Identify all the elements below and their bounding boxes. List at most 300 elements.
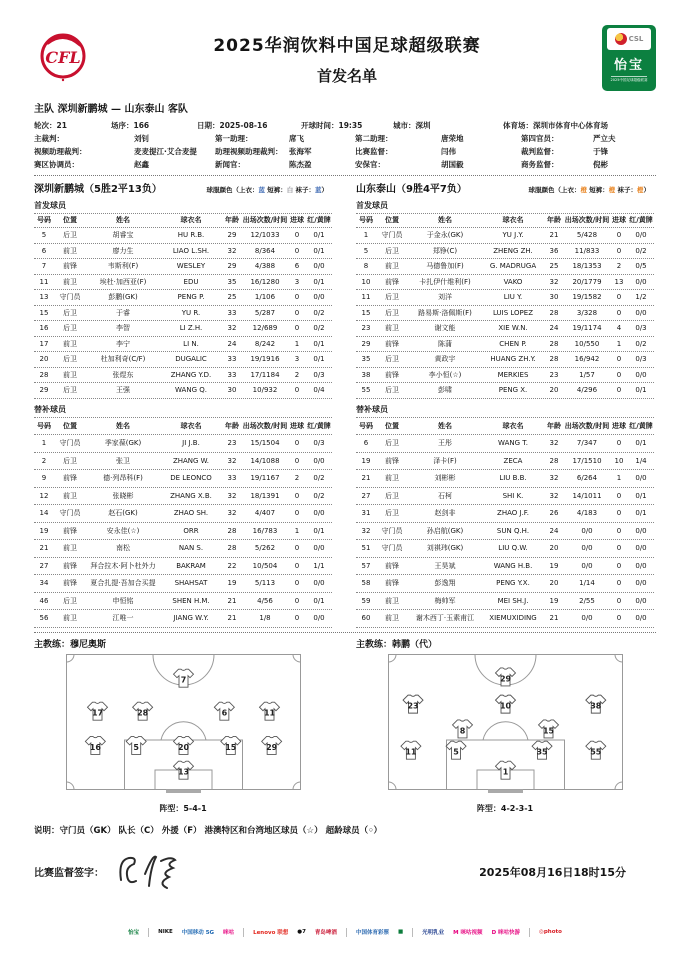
player-cell: 32 <box>549 474 559 483</box>
player-cell: 前锋 <box>63 579 77 588</box>
player-cell: 3 <box>294 355 300 364</box>
player-cell: 0 <box>616 509 622 518</box>
player-name: 李智 <box>116 324 130 333</box>
player-cell: 24 <box>549 324 559 333</box>
player-cell: 7/347 <box>576 439 598 448</box>
player-name: 于睿 <box>116 308 130 317</box>
player-cell: 前卫 <box>385 614 399 623</box>
player-cell: 20 <box>39 355 49 364</box>
player-row <box>34 558 332 576</box>
col-header: 进球 <box>290 421 304 430</box>
player-cell: 19 <box>361 456 371 465</box>
player-cell: 0/0 <box>635 474 647 483</box>
player-cell: 后卫 <box>385 246 399 255</box>
player-cell: 55 <box>361 386 371 395</box>
player-cell: 后卫 <box>63 596 77 605</box>
player-cell: 28 <box>549 355 559 364</box>
player-cell: 前卫 <box>63 339 77 348</box>
player-cell: HUANG ZH.Y. <box>490 355 536 364</box>
cfl-league-logo-icon <box>34 29 92 87</box>
player-cell: WANG Q. <box>175 386 207 395</box>
player-cell: 0/1 <box>313 246 325 255</box>
svg-text:6: 6 <box>221 708 227 718</box>
svg-text:20: 20 <box>177 742 189 752</box>
player-cell: 前卫 <box>63 277 77 286</box>
kit-color-word: 蓝 <box>258 186 265 194</box>
col-header: 出场次数/时间 <box>242 421 288 430</box>
player-cell: 32 <box>549 277 559 286</box>
player-cell: MERKIES <box>497 370 529 379</box>
col-header: 出场次数/时间 <box>242 216 288 225</box>
player-cell: 6 <box>294 262 300 271</box>
player-row <box>356 244 654 260</box>
player-cell: 32 <box>227 324 237 333</box>
info-value: 深圳 <box>415 121 431 130</box>
player-name: 彭逸翔 <box>434 579 456 588</box>
player-name: 于金永(GK) <box>426 231 464 240</box>
player-shirt <box>87 702 107 720</box>
player-cell: 前锋 <box>385 561 399 570</box>
info-pair <box>111 119 197 132</box>
player-row <box>356 488 654 506</box>
svg-text:23: 23 <box>406 701 419 711</box>
sponsor-logo: 咪咕 <box>223 930 235 936</box>
col-header: 进球 <box>612 216 626 225</box>
player-cell: 0 <box>616 596 622 605</box>
player-cell: 守门员 <box>59 293 81 302</box>
player-cell: 0/4 <box>313 386 325 395</box>
player-cell: 6 <box>363 439 369 448</box>
sponsor-logo: 青岛啤酒 <box>314 930 337 936</box>
player-row <box>356 610 654 628</box>
player-cell: 27 <box>39 561 49 570</box>
team-name: 山东泰山（9胜4平7负） <box>356 184 467 195</box>
player-cell: 5 <box>363 246 369 255</box>
kit-color-word: 白 <box>286 186 294 194</box>
info-value: 严立夫 <box>593 134 616 143</box>
player-cell: 8/242 <box>254 339 276 348</box>
player-cell: 0/2 <box>313 308 325 317</box>
starters-label: 首发球员 <box>356 201 388 210</box>
player-name: 刘洋 <box>438 293 452 302</box>
player-cell: 33 <box>227 308 237 317</box>
player-cell: 4/407 <box>254 509 276 518</box>
kit-color-word: 橙 <box>608 186 616 194</box>
col-header: 位置 <box>385 216 399 225</box>
player-name: 赵石(GK) <box>108 509 138 518</box>
player-cell: 0/3 <box>635 355 647 364</box>
player-cell: 0/0 <box>581 544 593 553</box>
player-cell: 0/0 <box>313 544 325 553</box>
player-cell: 20 <box>549 386 559 395</box>
player-cell: LI N. <box>183 339 199 348</box>
player-cell: 后卫 <box>63 386 77 395</box>
player-cell: 前卫 <box>63 614 77 623</box>
table-header-row <box>34 417 332 436</box>
sponsor-logo: 中国移动 5G <box>181 930 215 936</box>
player-shirt <box>400 741 420 759</box>
player-row <box>356 228 654 244</box>
info-pair <box>197 119 301 132</box>
svg-text:11: 11 <box>263 708 275 718</box>
player-cell: XIEMUXIDING <box>489 614 537 623</box>
player-cell: 28 <box>227 526 237 535</box>
svg-text:29: 29 <box>265 742 277 752</box>
player-name: 张卫 <box>116 456 130 465</box>
player-cell: 0 <box>294 231 300 240</box>
player-cell: 5 <box>41 231 47 240</box>
info-pair <box>393 119 503 132</box>
player-cell: 0 <box>616 544 622 553</box>
player-name: 谢木西丁·玉素甫江 <box>415 614 475 623</box>
player-cell: 28 <box>39 370 49 379</box>
player-cell: 0 <box>616 491 622 500</box>
player-row <box>356 368 654 384</box>
player-row <box>34 488 332 506</box>
player-cell: 12/689 <box>252 324 278 333</box>
info-label: 视频助理裁判： <box>34 147 87 156</box>
player-row <box>34 610 332 628</box>
svg-text:28: 28 <box>136 708 148 718</box>
player-row <box>356 470 654 488</box>
player-cell: ZHENG ZH. <box>493 246 533 255</box>
kit-colors: 球服颜色（上衣：蓝 短裤：白 袜子：蓝） <box>206 186 328 194</box>
player-cell: 29 <box>361 339 371 348</box>
player-cell: 58 <box>361 579 371 588</box>
info-label: 体育场： <box>503 121 533 130</box>
player-cell: 2 <box>294 370 300 379</box>
player-cell: 守门员 <box>59 509 81 518</box>
kit-color-word: 橙 <box>637 186 644 194</box>
player-cell: ZHANG W. <box>172 456 210 465</box>
player-cell: 前锋 <box>385 579 399 588</box>
info-value: 张海军 <box>289 147 312 156</box>
sheet-header <box>34 22 656 94</box>
player-cell: DE LEONCO <box>170 474 212 483</box>
divider <box>34 175 656 176</box>
signature-label: 比赛监督签字： <box>34 868 104 879</box>
player-cell: 0/0 <box>313 509 325 518</box>
svg-text:8: 8 <box>459 725 465 735</box>
info-pair <box>503 119 608 132</box>
player-cell: 32 <box>227 456 237 465</box>
player-cell: 0/3 <box>313 439 325 448</box>
kit-colors: 球服颜色（上衣：橙 短裤：橙 袜子：橙） <box>528 186 650 194</box>
player-cell: 1 <box>363 231 369 240</box>
svg-text:15: 15 <box>224 742 236 752</box>
player-name: 胡睿宝 <box>112 231 134 240</box>
player-cell: 13 <box>614 277 624 286</box>
player-cell: 24 <box>227 339 237 348</box>
col-header: 位置 <box>63 216 77 225</box>
player-cell: 0/0 <box>635 526 647 535</box>
info-pair <box>34 158 215 171</box>
svg-text:29: 29 <box>499 673 511 683</box>
player-cell: 14/1011 <box>572 491 602 500</box>
player-cell: 2 <box>294 474 300 483</box>
csl-swirl-icon <box>615 33 627 45</box>
player-cell: 0/2 <box>313 324 325 333</box>
player-cell: 34 <box>39 579 49 588</box>
player-cell: LIU Y. <box>503 293 523 302</box>
player-cell: 19/1174 <box>572 324 602 333</box>
player-cell: WANG T. <box>498 439 528 448</box>
player-name: 刘祺玮(GK) <box>426 544 464 553</box>
sponsor-logo: ●7 <box>297 929 306 935</box>
player-name: 王昊斌 <box>434 561 456 570</box>
svg-text:5: 5 <box>132 742 139 752</box>
player-cell: 15 <box>361 308 371 317</box>
col-header: 球衣名 <box>502 421 524 430</box>
player-cell: 0 <box>616 355 622 364</box>
player-cell: 23 <box>227 439 237 448</box>
info-label: 城市： <box>393 121 416 130</box>
yibao-wordmark: 怡宝 <box>613 58 644 73</box>
svg-text:13: 13 <box>177 767 189 777</box>
player-cell: 0 <box>616 439 622 448</box>
player-cell: 0/0 <box>313 614 325 623</box>
player-cell: 后卫 <box>385 439 399 448</box>
col-header: 球衣名 <box>180 216 202 225</box>
player-cell: 38 <box>361 370 371 379</box>
player-cell: 15/1504 <box>250 439 280 448</box>
player-cell: HU R.B. <box>177 231 205 240</box>
player-cell: ZHANG Y.D. <box>170 370 212 379</box>
info-label: 轮次： <box>34 121 57 130</box>
formation-pitch <box>388 654 623 795</box>
info-label: 赛区协调员： <box>34 160 79 169</box>
player-cell: 21 <box>361 474 371 483</box>
sponsor-divider <box>243 928 244 937</box>
col-header: 号码 <box>37 421 51 430</box>
sign-datetime: 2025年08月16日18时15分 <box>479 865 626 879</box>
player-cell: 1 <box>616 474 622 483</box>
player-cell: 0/0 <box>635 231 647 240</box>
svg-text:5: 5 <box>452 747 459 757</box>
info-pair <box>34 132 215 145</box>
player-cell: 0/1 <box>313 277 325 286</box>
player-name: 梅帅军 <box>434 596 456 605</box>
player-shirt <box>585 695 605 713</box>
player-cell: 46 <box>39 596 49 605</box>
info-value: 赵鑫 <box>134 160 149 169</box>
kit-color-word: 橙 <box>580 186 587 194</box>
player-cell: 0 <box>616 386 622 395</box>
csl-yibao-logo-icon: CSL 怡宝 2025中国足球超级联赛 <box>602 25 656 91</box>
player-cell: 前卫 <box>63 246 77 255</box>
match-info-row <box>34 119 656 132</box>
sponsor-logos-row <box>34 928 656 937</box>
info-label: 日期： <box>197 121 220 130</box>
player-name: 彭啸 <box>438 386 452 395</box>
player-row <box>356 290 654 306</box>
player-cell: 0/1 <box>635 509 647 518</box>
player-cell: BAKRAM <box>176 561 206 570</box>
player-cell: 28 <box>549 456 559 465</box>
player-row <box>34 453 332 471</box>
info-label: 新闻官： <box>215 160 245 169</box>
sponsor-logo: 光明乳业 <box>422 930 445 936</box>
player-shirt <box>220 736 240 754</box>
player-row <box>34 321 332 337</box>
team-column-away <box>356 180 654 628</box>
col-header: 位置 <box>63 421 77 430</box>
player-cell: 25 <box>549 262 559 271</box>
player-cell: 18/1391 <box>250 491 280 500</box>
player-cell: 0/0 <box>635 370 647 379</box>
player-cell: 19/1582 <box>572 293 602 302</box>
info-pair <box>215 132 355 145</box>
info-pair <box>521 158 608 171</box>
player-shirt <box>452 719 472 737</box>
player-cell: 10/932 <box>252 386 278 395</box>
player-cell: 0 <box>294 308 300 317</box>
player-cell: 1/1 <box>313 561 325 570</box>
player-cell: 30 <box>549 293 559 302</box>
player-cell: CHEN P. <box>499 339 527 348</box>
player-cell: 0/0 <box>581 614 593 623</box>
player-cell: 0 <box>616 526 622 535</box>
player-cell: 后卫 <box>385 386 399 395</box>
info-label: 场序： <box>111 121 134 130</box>
player-cell: 前锋 <box>63 474 77 483</box>
player-cell: 19 <box>549 561 559 570</box>
player-cell: 56 <box>39 614 49 623</box>
coach-name: 主教练：韩鹏（代） <box>356 639 438 650</box>
player-cell: 前卫 <box>385 596 399 605</box>
player-cell: 0/0 <box>313 579 325 588</box>
team-header <box>356 180 654 195</box>
team-column-home <box>34 180 332 628</box>
player-cell: 13 <box>39 293 49 302</box>
player-cell: 1 <box>41 439 47 448</box>
player-row <box>34 290 332 306</box>
info-pair <box>355 132 521 145</box>
player-cell: 16/1280 <box>250 277 280 286</box>
player-cell: 23 <box>549 370 559 379</box>
player-cell: 0 <box>294 491 300 500</box>
player-cell: 3/328 <box>576 308 598 317</box>
player-shirt <box>259 702 279 720</box>
info-label: 比赛监督： <box>355 147 393 156</box>
player-cell: YU J.Y. <box>502 231 524 240</box>
player-cell: 0/2 <box>313 491 325 500</box>
col-header: 红/黄牌 <box>629 421 653 430</box>
player-cell: 21 <box>549 231 559 240</box>
player-cell: 0/0 <box>635 596 647 605</box>
player-cell: 后卫 <box>63 308 77 317</box>
player-row <box>34 337 332 353</box>
player-name: 陈蒲 <box>438 339 452 348</box>
player-cell: 前锋 <box>63 526 77 535</box>
player-cell: 0/1 <box>313 231 325 240</box>
player-name: 王彤 <box>438 439 452 448</box>
player-cell: 20 <box>549 544 559 553</box>
player-cell: 后卫 <box>385 491 399 500</box>
player-cell: 1/106 <box>254 293 276 302</box>
player-cell: 32 <box>227 491 237 500</box>
player-cell: 后卫 <box>63 355 77 364</box>
player-row <box>34 228 332 244</box>
info-label: 开球时间： <box>301 121 339 130</box>
player-cell: 守门员 <box>381 526 403 535</box>
player-cell: 1 <box>294 339 300 348</box>
info-pair <box>301 119 393 132</box>
svg-text:16: 16 <box>89 742 101 752</box>
player-row <box>34 505 332 523</box>
player-name: 郑铮(C) <box>432 246 458 255</box>
player-cell: PENG X. <box>498 386 528 395</box>
svg-text:1: 1 <box>502 767 508 777</box>
player-row <box>356 575 654 593</box>
player-cell: 7 <box>41 262 47 271</box>
player-cell: 19/1916 <box>250 355 280 364</box>
player-cell: LUIS LOPEZ <box>492 308 533 317</box>
player-name: 张煜东 <box>112 370 134 379</box>
match-info-grid <box>34 119 656 171</box>
player-row <box>34 435 332 453</box>
player-name: 李小恒(☆) <box>428 370 462 379</box>
col-header: 号码 <box>37 216 51 225</box>
player-cell: 4/388 <box>254 262 276 271</box>
player-cell: SHI K. <box>502 491 524 500</box>
player-row <box>34 352 332 368</box>
info-pair <box>34 145 215 158</box>
legend-line: 说明：守门员（GK） 队长（C） 外援（F） 港澳特区和台湾地区球员（☆） 超龄球员（◦） <box>34 825 383 836</box>
col-header: 红/黄牌 <box>307 216 331 225</box>
player-cell: 0 <box>294 614 300 623</box>
player-cell: 0/1 <box>635 439 647 448</box>
player-cell: 后卫 <box>63 324 77 333</box>
player-cell: 15 <box>39 308 49 317</box>
col-header: 年龄 <box>225 216 239 225</box>
player-cell: ZHAO SH. <box>173 509 209 518</box>
player-shirt <box>214 702 234 720</box>
player-name: 德·列昂科(F) <box>103 474 143 483</box>
player-row <box>356 383 654 399</box>
info-value: 于锋 <box>593 147 608 156</box>
player-cell: 前锋 <box>385 277 399 286</box>
player-cell: 3 <box>294 277 300 286</box>
player-cell: 16/783 <box>252 526 278 535</box>
player-shirt <box>538 719 558 737</box>
player-cell: JIANG W.Y. <box>173 614 209 623</box>
player-cell: 0 <box>616 579 622 588</box>
player-cell: LIAO L.SH. <box>172 246 210 255</box>
info-value: 陈杰盈 <box>289 160 312 169</box>
formation-pitch <box>66 654 301 795</box>
player-name: 安永佳(☆) <box>106 526 140 535</box>
player-name: 马德鲁加(F) <box>426 262 464 271</box>
player-row <box>34 368 332 384</box>
team-name: 深圳新鹏城（5胜2平13负） <box>34 184 162 195</box>
col-header: 进球 <box>290 216 304 225</box>
sponsor-logo: D 咪咕快游 <box>491 930 521 936</box>
player-name: 泽卡(F) <box>433 456 457 465</box>
player-cell: 21 <box>227 614 237 623</box>
info-value: 胡国毅 <box>441 160 464 169</box>
player-cell: 21 <box>227 596 237 605</box>
sponsor-divider <box>148 928 149 937</box>
formation-label: 阵型：5-4-1 <box>159 803 207 813</box>
player-cell: 0 <box>294 544 300 553</box>
info-label: 第一助理： <box>215 134 253 143</box>
player-cell: LI Z.H. <box>179 324 203 333</box>
player-name: 王强 <box>116 386 130 395</box>
player-cell: 0 <box>294 579 300 588</box>
player-cell: 0 <box>294 246 300 255</box>
sheet-subtitle: 首发名单 <box>316 66 377 85</box>
